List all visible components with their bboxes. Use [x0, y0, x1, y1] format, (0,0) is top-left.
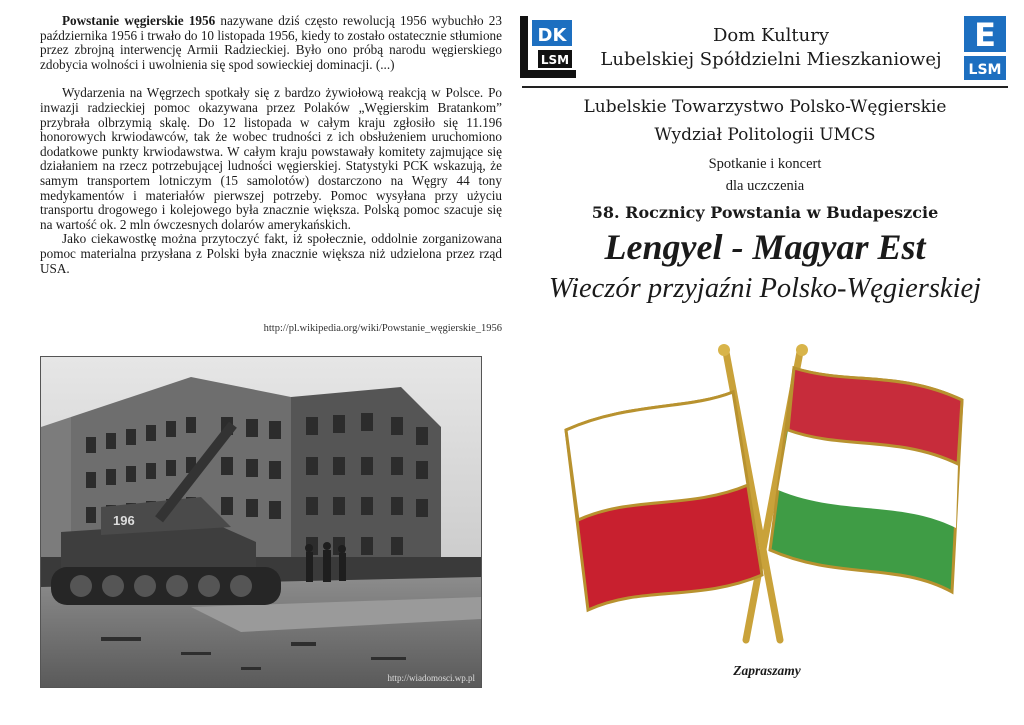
header-line-1: Dom Kultury [712, 25, 830, 46]
anniversary-title: 58. Rocznicy Powstania w Budapeszcie [591, 203, 939, 222]
header-line-2: Lubelskiej Spółdzielni Mieszkaniowej [600, 49, 942, 70]
article-lead: Powstanie węgierskie 1956 [62, 13, 216, 28]
invitation-text: Zapraszamy [733, 663, 801, 678]
crossed-flags-pin [548, 340, 978, 645]
organizer-line-1: Lubelskie Towarzystwo Polsko-Węgierskie [583, 97, 947, 117]
organizer-line-2: Wydział Politologii UMCS [654, 125, 876, 145]
co-organizers [518, 93, 1012, 149]
article-paragraph-3: Jako ciekawostkę można przytoczyć fakt, iż społecznie, oddolnie zorganizowana pomoc materialna przysłana z Polski była znacznie większa niż udzielona przez rząd USA. [40, 231, 502, 276]
lsm-logo-text: LSM [968, 62, 1002, 78]
article-p1-rest: nazywane dziś często rewolucją 1956 wybuchło 23 października 1956 i trwało do 10 listopada 1956, kiedy to zostało ostatecznie stłumione przez zbrojną interwencję Armii Radzieckiej. Było ono próbą narodu węgierskiego zdobycia wolności i uwolnienia się spod sowieckiej dominacji. (...) [40, 13, 502, 72]
hungarian-flag [770, 368, 962, 592]
lsm-logo-letter: E [974, 16, 996, 54]
event-intro-1: Spotkanie i koncert [708, 156, 822, 172]
article-paragraph-1 [40, 14, 502, 72]
photo-credit: http://wiadomosci.wp.pl [387, 673, 475, 683]
dk-lsm-logo [518, 14, 578, 80]
organizer-header [585, 24, 957, 72]
header-divider [522, 86, 1008, 88]
tank-street-photo [41, 357, 481, 687]
polish-flag [566, 392, 762, 610]
event-title: Lengyel - Magyar Est [604, 227, 926, 267]
dk-logo-lsm-text: LSM [540, 53, 570, 67]
article-source-link[interactable]: http://pl.wikipedia.org/wiki/Powstanie_węgierskie_1956 [263, 323, 502, 334]
event-subtitle: Wieczór przyjaźni Polsko-Węgierskiej [548, 273, 982, 304]
article-column [40, 14, 502, 276]
article-paragraph-2: Wydarzenia na Węgrzech spotkały się z bardzo żywiołową reakcją w Polsce. Po inwazji radzieckiej pomoc okazywana przez Polaków „Węgierskim Bratankom” przybrała olbrzymią skalę. Do 12 listopada w całym kraju zgłosiło się 11.196 honorowych krwiodawców, tak że wobec trudności z ich obsłużeniem uruchomiono dodatkowe punkty krwiodawstwa. W całym kraju powstawały komitety zajmujące się działaniem na rzecz potrzebującej ludności węgierskiej. Statystyki PCK wskazują, że samym transportem lotniczym (15 samolotów) dostarczono na Węgry 44 tony medykamentów i materiałów pierwszej potrzeby. Pomoc wysyłana przy użyciu transportu drogowego i kolejowego była znacznie większa. Polską pomoc szacuje się na wartość ok. 2 mln ówczesnych dolarów amerykańskich. [40, 85, 502, 232]
dk-logo-text: DK [537, 25, 567, 46]
lsm-logo [962, 14, 1008, 82]
historic-photo [40, 356, 482, 688]
event-intro-2: dla uczczenia [725, 178, 805, 194]
tank-number: 196 [113, 513, 135, 528]
